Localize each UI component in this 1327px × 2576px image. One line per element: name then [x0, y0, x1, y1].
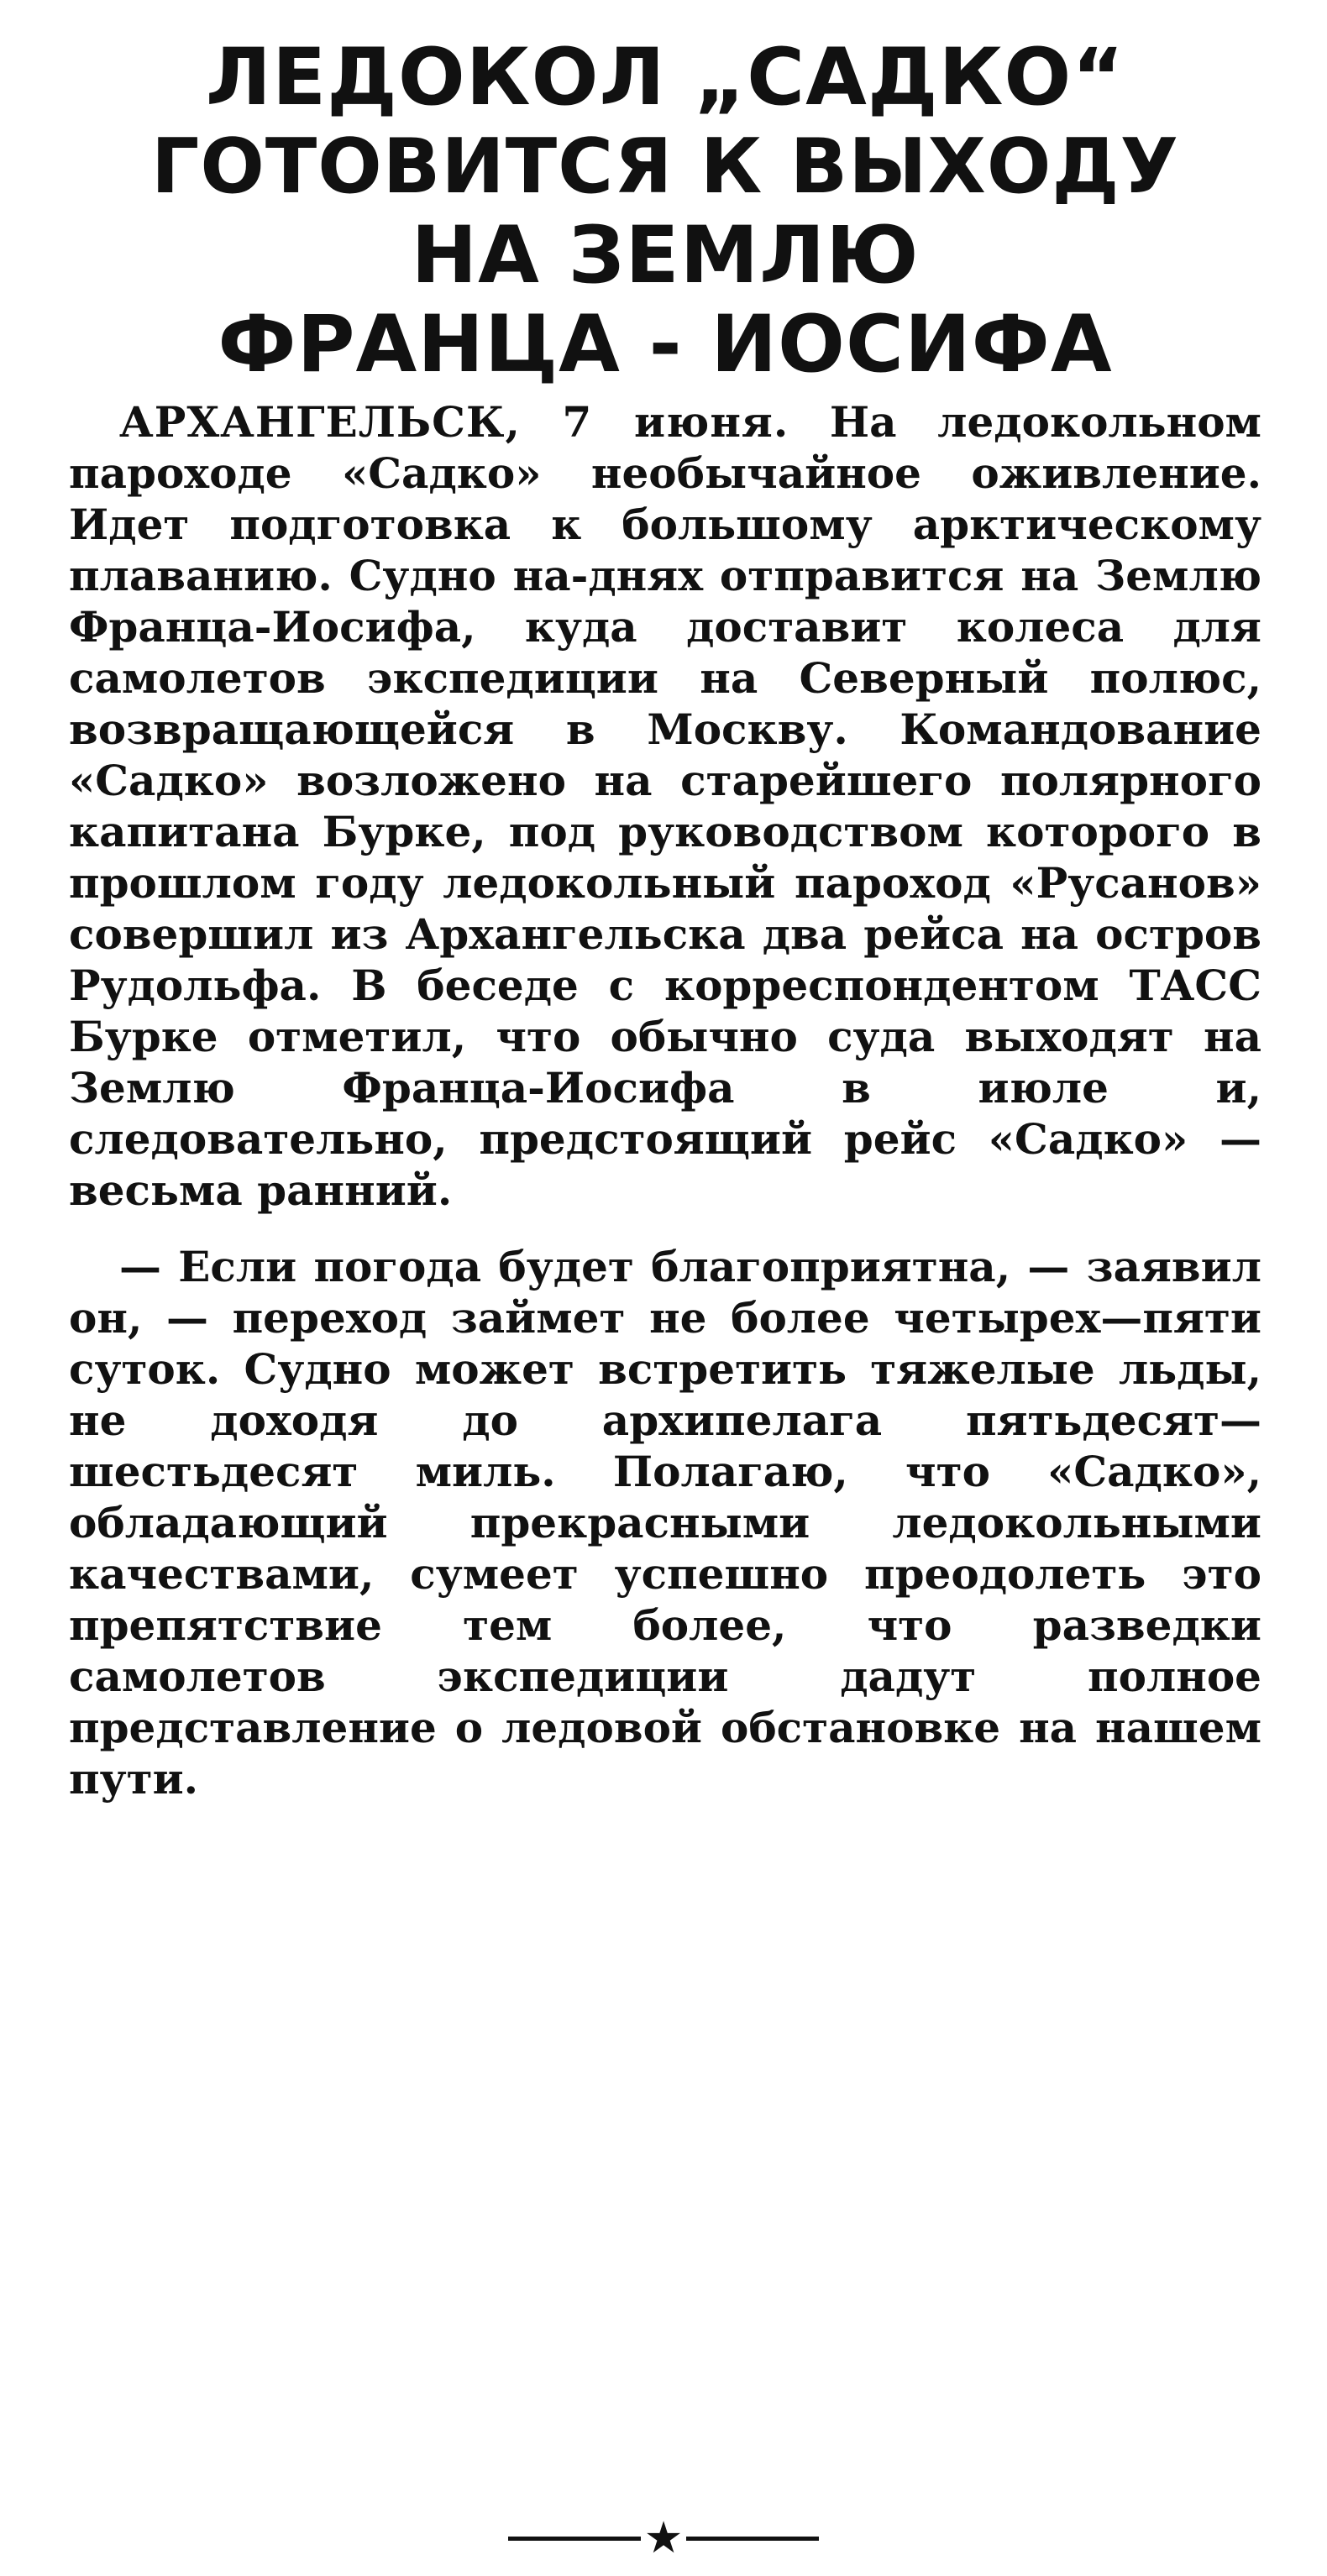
paragraph-1-text: На ледокольном пароходе «Садко» необычайное оживление. Идет подготовка к большому арктическому плаванию. Судно на-днях отправится на Землю Франца-Иосифа, куда доставит колеса для самолетов экспедиции на Северный полюс, возвращающейся в Москву. Командование «Садко» возложено на старейшего полярного капитана Бурке, под руководством которого в прошлом году ледокольный пароход «Русанов» совершил из Архангельска два рейса на остров Рудольфа. В беседе с корреспондентом ТАСС Бурке отметил, что обычно суда выходят на Землю Франца-Иосифа в июле и, следовательно, предстоящий рейс «Садко» — весьма ранний.: [69, 397, 1261, 1215]
article-paragraph-2: — Если погода будет благоприятна, — заявил он, — переход займет не более четырех—пяти суток. Судно может встретить тяжелые льды, не доходя до архипелага пятьдесят—шестьдесят миль. Полагаю, что «Садко», обладающий прекрасными ледокольными качествами, сумеет успешно преодолеть это препятствие тем более, что разведки самолетов экспедиции дадут полное представление о ледовой обстановке на нашем пути.: [69, 1242, 1261, 1804]
article-paragraph-1: [69, 396, 1261, 1216]
separator-line-left: [508, 2537, 641, 2541]
headline-line-2: ГОТОВИТСЯ К ВЫХОДУ: [151, 123, 1179, 211]
star-icon: ★: [643, 2513, 684, 2563]
headline-line-4: ФРАНЦА - ИОСИФА: [218, 299, 1113, 390]
headline-line-3: НА ЗЕМЛЮ: [411, 210, 920, 301]
dateline: АРХАНГЕЛЬСК, 7 июня.: [119, 397, 789, 447]
headline-line-1: ЛЕДОКОЛ „САДКО“: [205, 32, 1125, 123]
separator-line-right: [686, 2537, 819, 2541]
article-end-separator: [0, 2513, 1327, 2563]
article-headline: [69, 34, 1261, 390]
